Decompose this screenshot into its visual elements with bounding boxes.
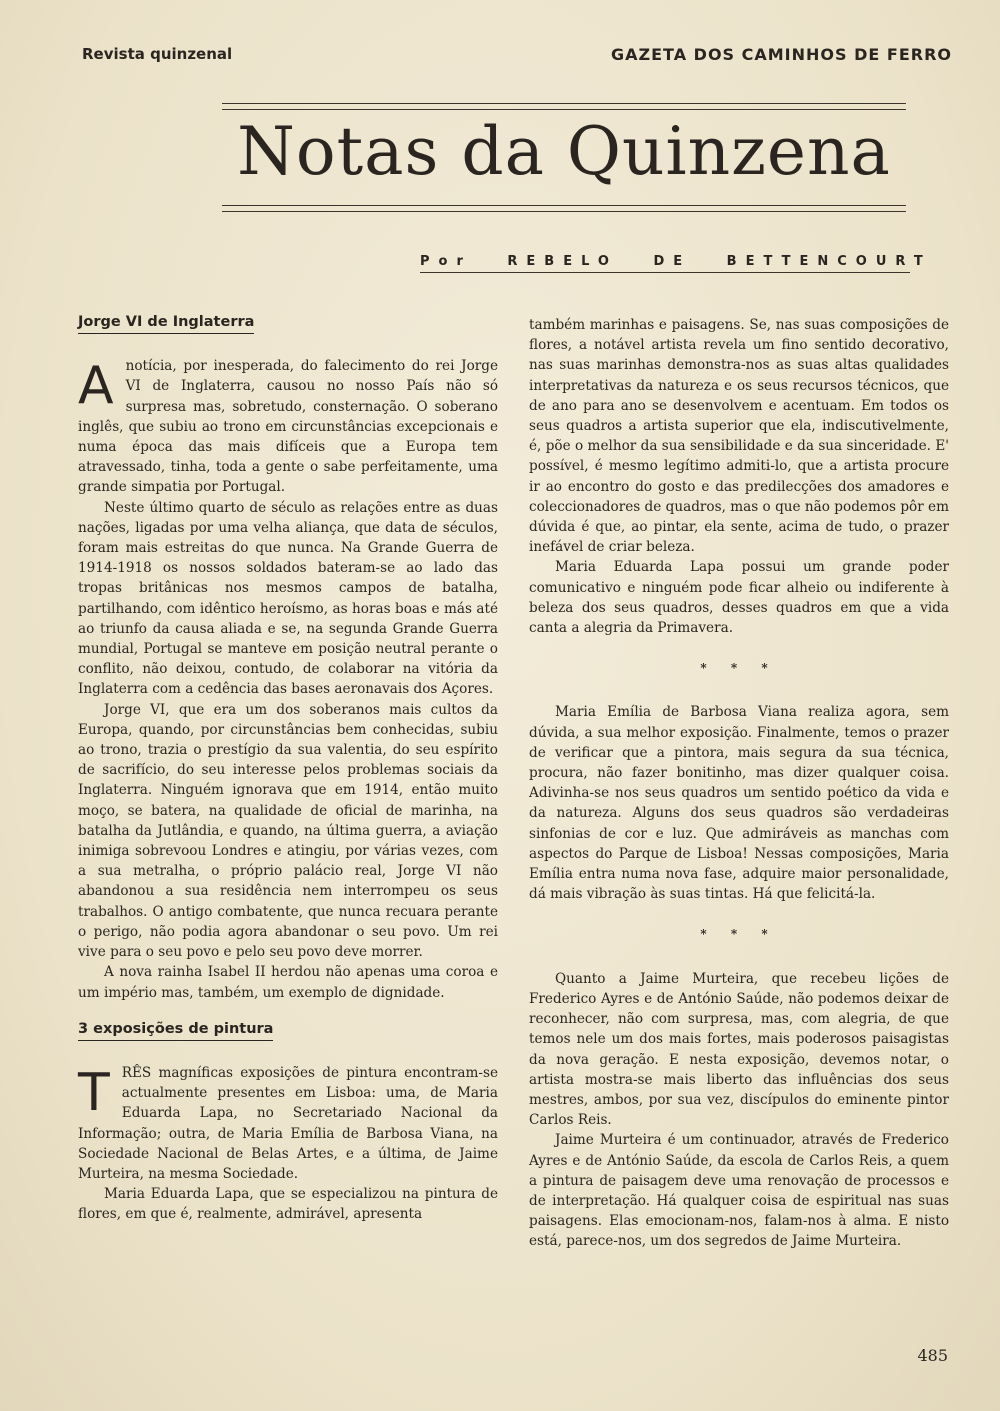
title-rule-bottom bbox=[222, 205, 906, 212]
paragraph-text: notícia, por inesperada, do falecimento do rei Jorge VI de Inglaterra, causou no nosso País não só surpresa mas, sobretudo, consternação. O soberano inglês, que subiu ao trono em circunstâncias excepcionais e numa época das mais difíceis que a Europa tem atravessado, tinha, toda a gente o sabe perfeitamente, uma grande simpatia por Portugal. bbox=[78, 358, 498, 496]
right-column bbox=[529, 315, 949, 1252]
page-number: 485 bbox=[917, 1346, 948, 1365]
running-header-right: GAZETA DOS CAMINHOS DE FERRO bbox=[610, 45, 952, 64]
article-paragraph: Jorge VI, que era um dos soberanos mais cultos da Europa, quando, por circunstâncias bem conhecidas, subiu ao trono, trazia o prestígio da sua valentia, do seu espírito de sacrifício, do seu interesse pelos problemas sociais da Inglaterra. Ninguém ignorava que em 1914, então muito moço, se batera, na qualidade de oficial de marinha, na batalha da Jutlândia, e quando, na última guerra, a aviação inimiga sobrevoou Londres e atingiu, por várias vezes, com a sua metralha, o próprio palácio real, Jorge VI não abandonou a sua residência nem interrompeu os seus trabalhos. O antigo combatente, que nunca recuara perante o perigo, não podia agora abandonar o seu povo. Um rei vive para o seu povo e pelo seu povo deve morrer. bbox=[78, 701, 498, 961]
paragraph-text: RÊS magníficas exposições de pintura encontram-se actualmente presentes em Lisboa: uma, de Maria Eduarda Lapa, no Secretariado Nacional da Informação; outra, de Maria Emília de Barbosa Viana, na Sociedade Nacional de Belas Artes, e a última, de Jaime Murteira, na mesma Sociedade. bbox=[78, 1064, 498, 1182]
title-rule-top bbox=[222, 103, 906, 110]
article-paragraph: Neste último quarto de século as relações entre as duas nações, ligadas por uma velha aliança, que data de séculos, foram mais estreitas do que nunca. Na Grande Guerra de 1914-1918 os nossos soldados bateram-se ao lado das tropas britânicas nos mesmos campos de batalha, partilhando, com idêntico heroísmo, as horas boas e más até ao triunfo da causa aliada e se, na segunda Grande Guerra mundial, Portugal se manteve em posição neutral perante o conflito, não deixou, contudo, de colaborar na vitória da Inglaterra com a cedência das bases aeronavais dos Açores. bbox=[78, 499, 498, 698]
article-paragraph: Quanto a Jaime Murteira, que recebeu lições de Frederico Ayres e de António Saúde, não podemos deixar de reconhecer, não com surpresa, mas, com alegria, de que temos nele um dos mais fortes, mais poderosos paisagistas da nova geração. E nesta exposição, devemos notar, o artista mostra-se mais liberto das influências dos seus mestres, ambos, por sua vez, discípulos do eminente pintor Carlos Reis. bbox=[529, 970, 949, 1129]
byline: Por REBELO DE BETTENCOURT bbox=[420, 254, 910, 273]
section-spacer bbox=[78, 1003, 498, 1019]
drop-cap: A bbox=[78, 356, 114, 417]
left-column bbox=[78, 312, 498, 1225]
article-paragraph: Maria Eduarda Lapa, que se especializou na pintura de flores, em que é, realmente, admirável, apresenta bbox=[78, 1186, 498, 1223]
article-paragraph bbox=[78, 1063, 498, 1184]
article-paragraph bbox=[78, 356, 498, 497]
article-paragraph: A nova rainha Isabel II herdou não apenas uma coroa e um império mas, também, um exemplo de dignidade. bbox=[78, 964, 498, 1001]
article-paragraph: Maria Emília de Barbosa Viana realiza agora, sem dúvida, a sua melhor exposição. Finalmente, temos o prazer de verificar que a pintora, mais segura da sua técnica, procura, não fazer bonitinho, mas dizer qualquer coisa. Adivinha-se nos seus quadros um sentido poético da vida e da natureza. Alguns dos seus quadros são verdadeiras sinfonias de cor e luz. Que admiráveis as manchas com aspectos do Parque de Lisboa! Nessas composições, Maria Emília entra numa nova fase, adquire maior personalidade, dá mais vibração às suas tintas. Há que felicitá-la. bbox=[529, 704, 949, 903]
article-paragraph: Jaime Murteira é um continuador, através de Frederico Ayres e de António Saúde, da escola de Carlos Reis, a quem a pintura de paisagem deve uma renovação de processos e de interpretação. Há qualquer coisa de espiritual nas suas paisagens. Elas emocionam-nos, falam-nos à alma. E nisto está, parece-nos, um dos segredos de Jaime Murteira. bbox=[529, 1132, 949, 1250]
section-heading-jorge-vi: Jorge VI de Inglaterra bbox=[78, 312, 254, 334]
page-title: Notas da Quinzena bbox=[237, 113, 891, 190]
article-paragraph: também marinhas e paisagens. Se, nas suas composições de flores, a notável artista revela um fino sentido decorativo, nas suas marinhas demonstra-nos as suas altas qualidades interpretativas da natureza e os seus recursos técnicos, que de ano para ano se desenvolvem e acentuam. Em todos os seus quadros a artista superior que ela, indiscutivelmente, é, põe o melhor da sua sensibilidade e da sua sinceridade. E' possível, é mesmo legítimo admiti-lo, que a artista procure ir ao encontro do gosto e das predilecções dos amadores e coleccionadores de quadros, mas o que não podemos pôr em dúvida é que, ao pintar, ela sente, acima de tudo, o prazer inefável de criar beleza. bbox=[529, 317, 949, 556]
drop-cap: T bbox=[78, 1062, 110, 1123]
running-header-left: Revista quinzenal bbox=[82, 45, 233, 63]
section-heading-exposicoes: 3 exposições de pintura bbox=[78, 1019, 273, 1041]
section-divider-stars: * * * bbox=[700, 661, 778, 676]
section-divider-stars: * * * bbox=[700, 927, 778, 942]
article-paragraph: Maria Eduarda Lapa possui um grande poder comunicativo e ninguém pode ficar alheio ou indiferente à beleza dos seus quadros, desses quadros em que a vida canta a alegria da Primavera. bbox=[529, 559, 949, 637]
